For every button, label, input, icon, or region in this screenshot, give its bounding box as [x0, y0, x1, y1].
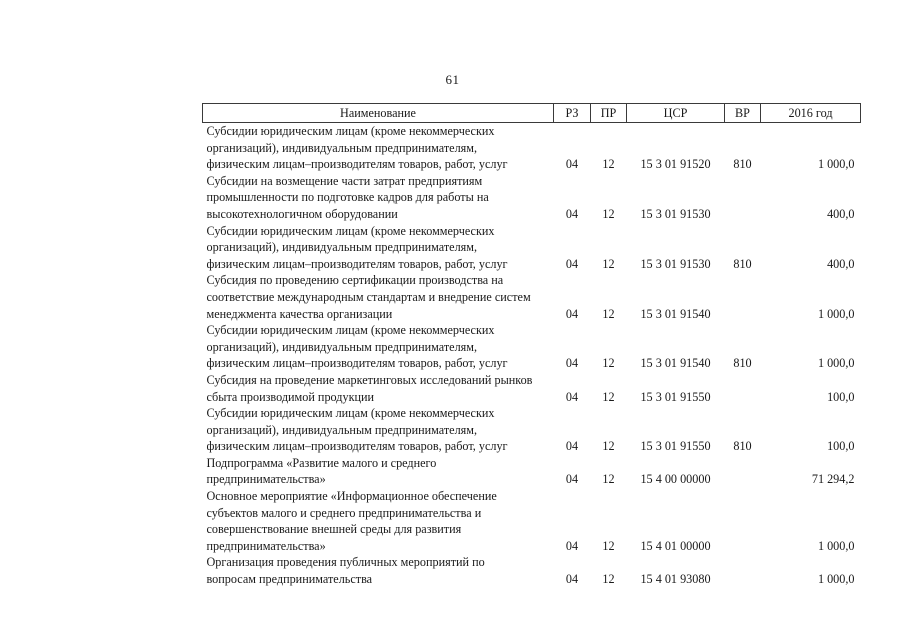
row-name-line: Субсидии на возмещение части затрат предприятиям — [206, 173, 483, 188]
row-name-line: субъектов малого и среднего предпринимательства и — [206, 505, 482, 520]
row-name-line: Подпрограмма «Развитие малого и среднего — [206, 455, 437, 470]
row-amount: 400,0 — [827, 206, 855, 221]
row-vr — [725, 372, 761, 405]
row-name — [203, 123, 554, 173]
row-vr: 810 — [733, 356, 752, 371]
table-row — [203, 123, 861, 173]
row-name-line: физическим лицам–производителям товаров, работ, услуг — [206, 157, 508, 172]
table-row — [203, 372, 861, 405]
header-name: Наименование — [203, 104, 554, 123]
row-rz: 04 — [565, 356, 579, 371]
row-rz: 04 — [565, 256, 579, 271]
table-row — [203, 405, 861, 455]
row-csr: 15 3 01 91550 — [640, 389, 711, 404]
row-name-line: Субсидии юридическим лицам (кроме некоммерческих — [206, 406, 495, 421]
header-row — [203, 104, 861, 123]
row-pr: 12 — [602, 389, 615, 404]
row-name-line: промышленности по подготовке кадров для работы на — [206, 190, 489, 205]
row-amount: 71 294,2 — [811, 472, 855, 487]
row-rz: 04 — [565, 572, 579, 587]
row-name — [203, 272, 554, 322]
row-name-line: менеджмента качества организации — [206, 306, 393, 321]
row-amount: 1 000,0 — [817, 538, 855, 553]
row-rz: 04 — [565, 439, 579, 454]
row-amount: 100,0 — [827, 389, 855, 404]
row-name — [203, 488, 554, 554]
row-name-line: сбыта производимой продукции — [206, 389, 375, 404]
row-amount: 400,0 — [827, 256, 855, 271]
row-pr: 12 — [602, 157, 615, 172]
row-csr: 15 3 01 91540 — [640, 306, 711, 321]
table-row — [203, 223, 861, 273]
table-row — [203, 173, 861, 223]
row-pr: 12 — [602, 256, 615, 271]
row-csr: 15 3 01 91540 — [640, 356, 711, 371]
row-name-line: соответствие международным стандартам и внедрение систем — [206, 289, 531, 304]
row-name-line: физическим лицам–производителям товаров, работ, услуг — [206, 356, 508, 371]
row-pr: 12 — [602, 572, 615, 587]
row-rz: 04 — [565, 206, 579, 221]
row-pr: 12 — [602, 472, 615, 487]
row-name-line: организаций), индивидуальным предпринимателям, — [206, 422, 478, 437]
row-name — [203, 372, 554, 405]
row-name-line: вопросам предпринимательства — [206, 572, 373, 587]
row-csr: 15 3 01 91550 — [640, 439, 711, 454]
row-name — [203, 223, 554, 273]
row-name — [203, 455, 554, 488]
row-csr: 15 4 00 00000 — [640, 472, 711, 487]
row-amount: 1 000,0 — [817, 572, 855, 587]
row-pr: 12 — [602, 306, 615, 321]
row-vr — [725, 173, 761, 223]
table-header — [203, 104, 861, 123]
row-pr: 12 — [602, 206, 615, 221]
row-name-line: организаций), индивидуальным предпринимателям, — [206, 140, 478, 155]
row-vr: 810 — [733, 256, 752, 271]
row-name-line: предпринимательства» — [206, 538, 326, 553]
row-pr: 12 — [602, 356, 615, 371]
row-csr: 15 4 01 00000 — [640, 538, 711, 553]
row-amount: 100,0 — [827, 439, 855, 454]
row-name — [203, 173, 554, 223]
row-amount: 1 000,0 — [817, 157, 855, 172]
header-year: 2016 год — [761, 104, 861, 123]
table-row — [203, 272, 861, 322]
table-row — [203, 554, 861, 587]
row-rz: 04 — [565, 157, 579, 172]
row-name-line: совершенствование внешней среды для развития — [206, 522, 462, 537]
row-vr — [725, 488, 761, 554]
row-csr: 15 3 01 91530 — [640, 256, 711, 271]
row-name-line: Субсидии юридическим лицам (кроме некоммерческих — [206, 323, 495, 338]
row-name-line: Субсидии юридическим лицам (кроме некоммерческих — [206, 223, 495, 238]
row-name — [203, 405, 554, 455]
row-name-line: физическим лицам–производителям товаров, работ, услуг — [206, 439, 508, 454]
row-name-line: организаций), индивидуальным предпринимателям, — [206, 240, 478, 255]
row-rz: 04 — [565, 389, 579, 404]
row-csr: 15 3 01 91530 — [640, 206, 711, 221]
row-amount: 1 000,0 — [817, 306, 855, 321]
row-name-line: Организация проведения публичных мероприятий по — [206, 555, 485, 570]
row-amount: 1 000,0 — [817, 356, 855, 371]
row-vr — [725, 455, 761, 488]
row-name-line: организаций), индивидуальным предпринимателям, — [206, 339, 478, 354]
row-rz: 04 — [565, 472, 579, 487]
row-name-line: Субсидия на проведение маркетинговых исследований рынков — [206, 372, 533, 387]
header-pr: ПР — [591, 104, 627, 123]
row-vr — [725, 554, 761, 587]
table-row — [203, 322, 861, 372]
row-pr: 12 — [602, 439, 615, 454]
header-rz: РЗ — [554, 104, 591, 123]
row-pr: 12 — [602, 538, 615, 553]
row-vr: 810 — [733, 439, 752, 454]
budget-table — [202, 103, 861, 588]
row-rz: 04 — [565, 538, 579, 553]
header-vr: ВР — [725, 104, 761, 123]
header-csr: ЦСР — [627, 104, 725, 123]
table-row — [203, 455, 861, 488]
row-name-line: физическим лицам–производителям товаров, работ, услуг — [206, 256, 508, 271]
row-name-line: Субсидия по проведению сертификации производства на — [206, 273, 504, 288]
row-name — [203, 554, 554, 587]
table-row — [203, 488, 861, 554]
row-csr: 15 4 01 93080 — [640, 572, 711, 587]
row-vr — [725, 272, 761, 322]
page-number: 61 — [445, 72, 460, 87]
row-name-line: Основное мероприятие «Информационное обеспечение — [206, 489, 497, 504]
row-rz: 04 — [565, 306, 579, 321]
row-vr: 810 — [733, 157, 752, 172]
row-name — [203, 322, 554, 372]
row-name-line: Субсидии юридическим лицам (кроме некоммерческих — [206, 124, 495, 138]
row-name-line: предпринимательства» — [206, 472, 326, 487]
row-name-line: высокотехнологичном оборудовании — [206, 206, 398, 221]
row-csr: 15 3 01 91520 — [640, 157, 711, 172]
table-body — [203, 123, 861, 588]
